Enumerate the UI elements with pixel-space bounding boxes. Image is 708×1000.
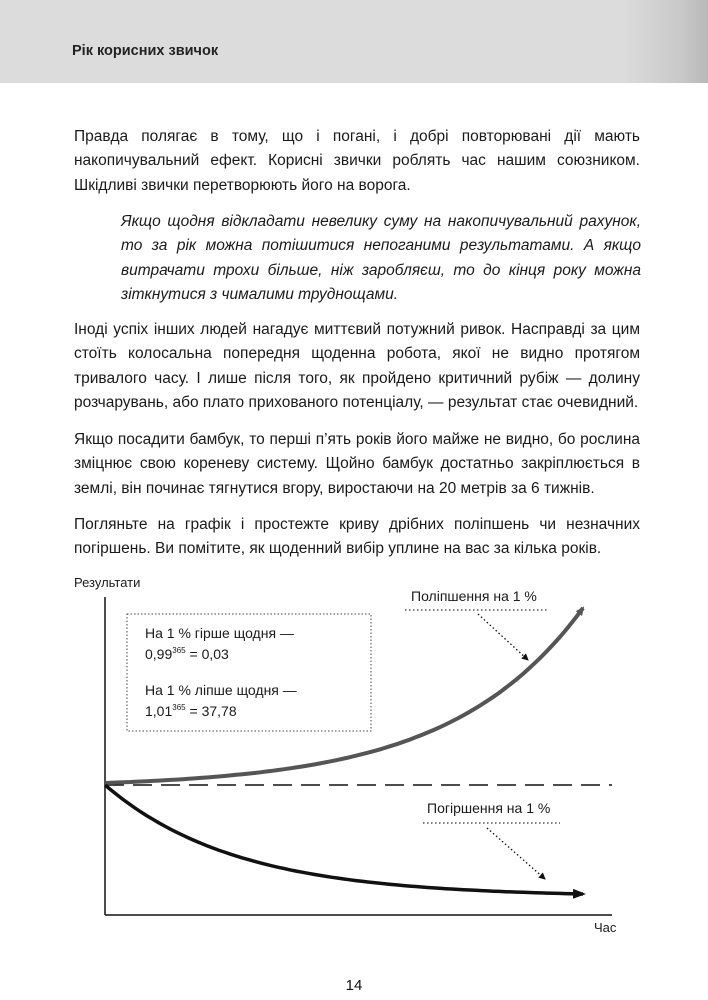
quote-block: Якщо щодня відкладати невелику суму на накопичувальний рахунок, то за рік можна потішитися непоганими результатами. А якщо витрачати трохи більше, ніж заробляєш, то до кінця року можна зіткнутися з чималими труднощами. [121, 213, 641, 303]
paragraph-2: Іноді успіх інших людей нагадує миттєвий потужний ривок. Насправді за цим стоїть колосальна попередня щоденна робота, якої не видно протягом тривалого часу. І лише після того, як пройдено критичний рубіж — долину розчарувань, або плато прихованого потенціалу, — результат стає очевидний. [74, 321, 640, 411]
y-axis-label: Результати [74, 575, 141, 590]
formula-worse-label: На 1 % гірше щодня — [145, 625, 294, 641]
running-title: Рік корисних звичок [72, 43, 219, 59]
legend-worse-pointer [487, 828, 545, 879]
legend-better-label: Поліпшення на 1 % [411, 588, 537, 604]
formula-worse: $0,99^{365} = 0,03$ [145, 646, 229, 662]
legend-better-pointer [478, 614, 528, 660]
habits-chart [0, 570, 708, 940]
x-axis-label: Час [594, 920, 617, 935]
formula-better: $1,01^{365} = 37,78$ [145, 703, 237, 719]
page-header [0, 0, 708, 83]
formula-better-label: На 1 % ліпше щодня — [145, 682, 297, 698]
paragraph-3: Якщо посадити бамбук, то перші п’ять років його майже не видно, бо рослина зміцнює свою кореневу систему. Щойно бамбук достатньо закріплюється в землі, він починає тягнутися вгору, виростаючи на 20 метрів за 6 тижнів. [74, 431, 640, 497]
page-number: 14 [345, 977, 363, 994]
legend-worse-label: Погіршення на 1 % [427, 800, 551, 816]
paragraph-4: Погляньте на графік і простежте криву дрібних поліпшень чи незначних погіршень. Ви помітите, як щоденний вибір уплине на вас за кілька років. [74, 516, 640, 558]
paragraph-1: Правда полягає в тому, що і погані, і добрі повторювані дії мають накопичувальний ефект. Корисні звички роблять час нашим союзником. Шкідливі звички перетворюють його на ворога. [74, 128, 640, 194]
